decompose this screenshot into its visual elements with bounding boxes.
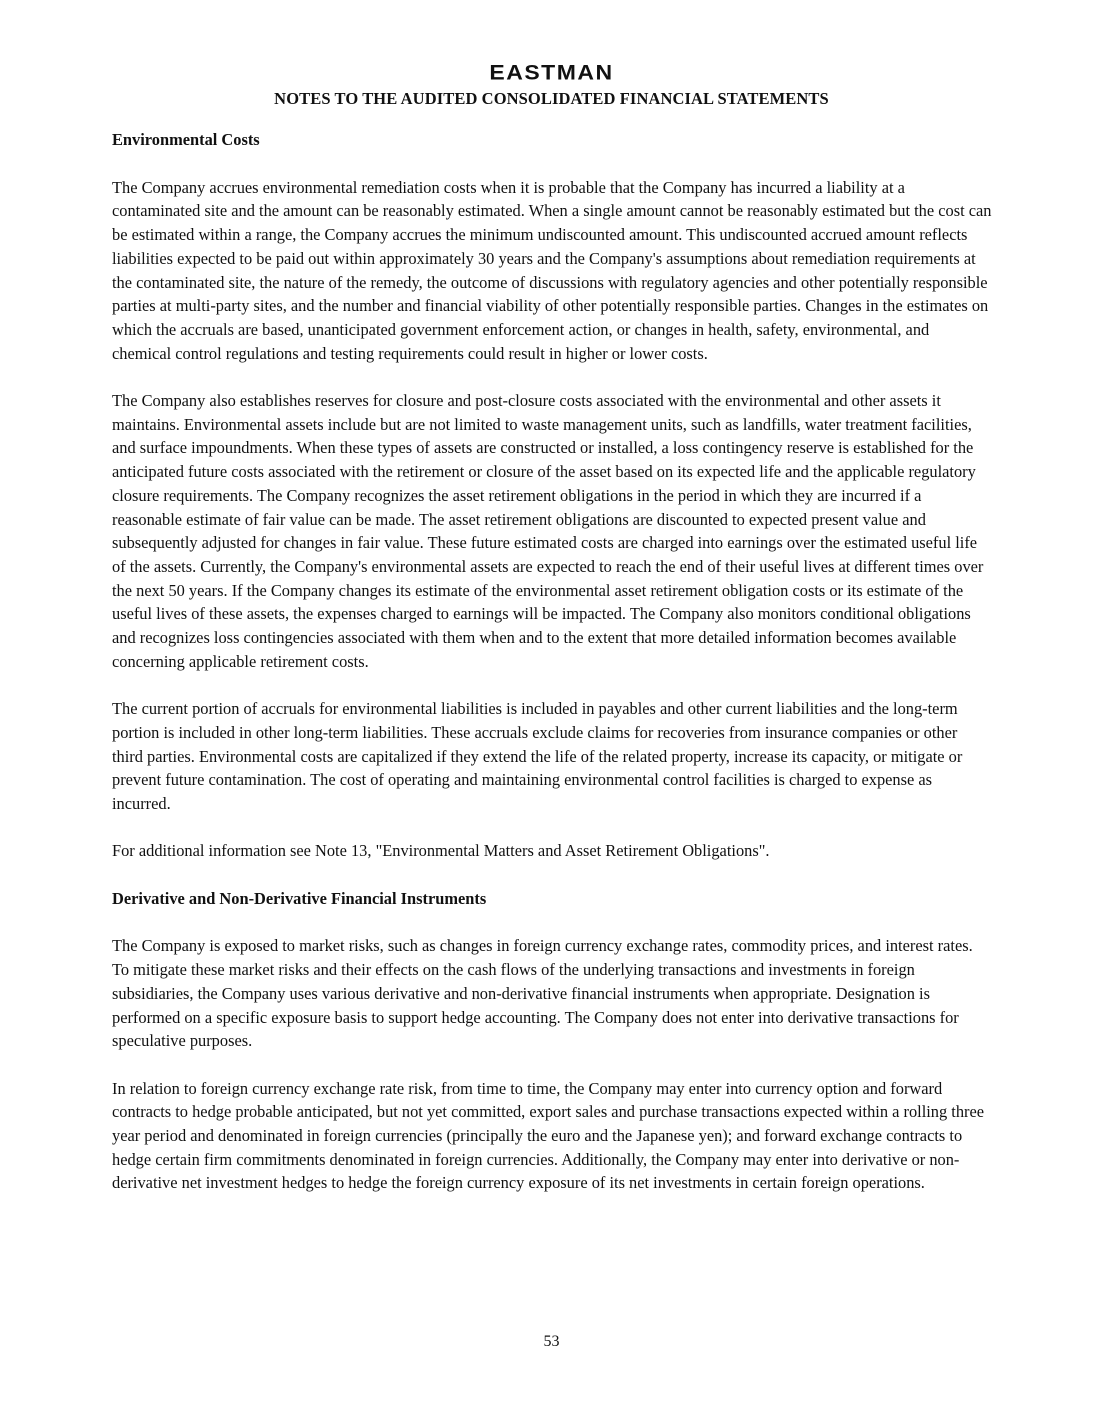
section-heading-financial-instruments: Derivative and Non-Derivative Financial Instruments bbox=[112, 888, 487, 908]
section-heading-environmental-costs: Environmental Costs bbox=[112, 130, 260, 149]
page-number: 53 bbox=[543, 1333, 560, 1350]
paragraph-market-risks: The Company is exposed to market risks, such as changes in foreign currency exchange rates, commodity prices, and interest rates. To mitigate these market risks and their effects on the cash flows of the underlying transactions and investments in foreign subsidiaries, the Company uses various derivative and non-derivative financial instruments when appropriate. Designation is performed on a specific exposure basis to support hedge accounting. The Company does not enter into derivative transactions for speculative purposes. bbox=[112, 936, 973, 1051]
document-title: NOTES TO THE AUDITED CONSOLIDATED FINANCIAL STATEMENTS bbox=[274, 89, 829, 108]
paragraph-additional-info: For additional information see Note 13, "Environmental Matters and Asset Retirement Obligations". bbox=[112, 841, 770, 861]
paragraph-environmental-remediation: The Company accrues environmental remediation costs when it is probable that the Company has incurred a liability at a contaminated site and the amount can be reasonably estimated. When a single amount cannot be reasonably estimated but the cost can be estimated within a range, the Company accrues the minimum undiscounted amount. This undiscounted accrued amount reflects liabilities expected to be paid out within approximately 30 years and the Company's assumptions about remediation requirements at the contaminated site, the nature of the remedy, the outcome of discussions with regulatory agencies and other potentially responsible parties at multi-party sites, and the number and financial viability of other potentially responsible parties. Changes in the estimates on which the accruals are based, unanticipated government enforcement action, or changes in health, safety, environmental, and chemical control regulations and testing requirements could result in higher or lower costs. bbox=[112, 177, 992, 363]
paragraph-accruals-portion: The current portion of accruals for environmental liabilities is included in payables and other current liabilities and the long-term portion is included in other long-term liabilities. These accruals exclude claims for recoveries from insurance companies or other third parties. Environmental costs are capitalized if they extend the life of the related property, increase its capacity, or mitigate or prevent future contamination. The cost of operating and maintaining environmental control facilities is charged to expense as incurred. bbox=[112, 699, 963, 813]
paragraph-currency-risk: In relation to foreign currency exchange rate risk, from time to time, the Company may enter into currency option and forward contracts to hedge probable anticipated, but not yet committed, export sales and purchase transactions expected within a rolling three year period and denominated in foreign currencies (principally the euro and the Japanese yen); and forward exchange contracts to hedge certain firm commitments denominated in foreign currencies. Additionally, the Company may enter into derivative or non-derivative net investment hedges to hedge the foreign currency exposure of its net investments in certain foreign operations. bbox=[112, 1078, 985, 1193]
document-body bbox=[112, 128, 992, 1195]
eastman-logo: EASTMAN bbox=[489, 60, 614, 84]
paragraph-closure-reserves: The Company also establishes reserves for closure and post-closure costs associated with the environmental and other assets it maintains. Environmental assets include but are not limited to waste management units, such as landfills, water treatment facilities, and surface impoundments. When these types of assets are constructed or installed, a loss contingency reserve is established for the anticipated future costs associated with the retirement or closure of the asset based on its expected life and the applicable regulatory closure requirements. The Company recognizes the asset retirement obligations in the period in which they are incurred if a reasonable estimate of fair value can be made. The asset retirement obligations are discounted to expected present value and subsequently adjusted for changes in fair value. These future estimated costs are charged into earnings over the estimated useful life of the assets. Currently, the Company's environmental assets are expected to reach the end of their useful lives at different times over the next 50 years. If the Company changes its estimate of the environmental asset retirement obligation costs or its estimate of the useful lives of these assets, the expenses charged to earnings will be impacted. The Company also monitors conditional obligations and recognizes loss contingencies associated with them when and to the extent that more detailed information becomes available concerning applicable retirement costs. bbox=[112, 391, 984, 671]
